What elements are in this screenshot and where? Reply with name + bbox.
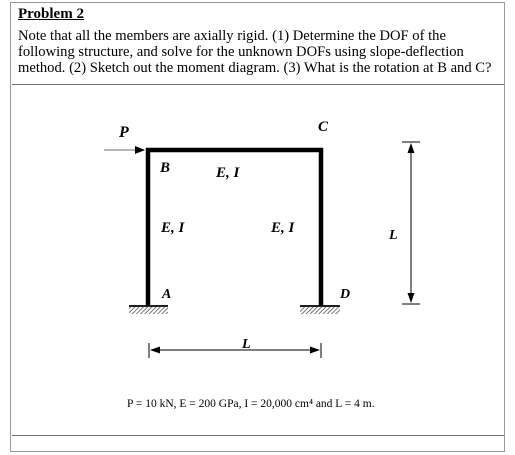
node-label-A: A (162, 287, 172, 302)
parameters-line: P = 10 kN, E = 200 GPa, I = 20,000 cm⁴ and L = 4 m. (127, 398, 375, 410)
dimension-label-height: L (389, 228, 398, 243)
height-dimension (402, 142, 420, 304)
fixed-support-D (300, 306, 340, 314)
fixed-support-A (129, 306, 168, 314)
span-dimension (149, 343, 321, 358)
member-label-right-column: E, I (271, 220, 295, 236)
node-label-B: B (160, 160, 171, 176)
node-label-D: D (340, 287, 351, 302)
load-label-P: P (119, 124, 129, 141)
bottom-divider (12, 435, 504, 436)
problem-statement: Note that all the members are axially rigid. (1) Determine the DOF of the following structure, and solve for the unknown DOFs using slope-deflection method. (2) Sketch out the moment diagram. (3) What is the rotation at B and C? (18, 28, 492, 76)
member-label-beam: E, I (216, 165, 240, 181)
node-label-C: C (318, 119, 329, 135)
dimension-label-span: L (242, 337, 251, 352)
problem-title: Problem 2 (18, 6, 84, 22)
member-label-left-column: E, I (161, 220, 185, 236)
